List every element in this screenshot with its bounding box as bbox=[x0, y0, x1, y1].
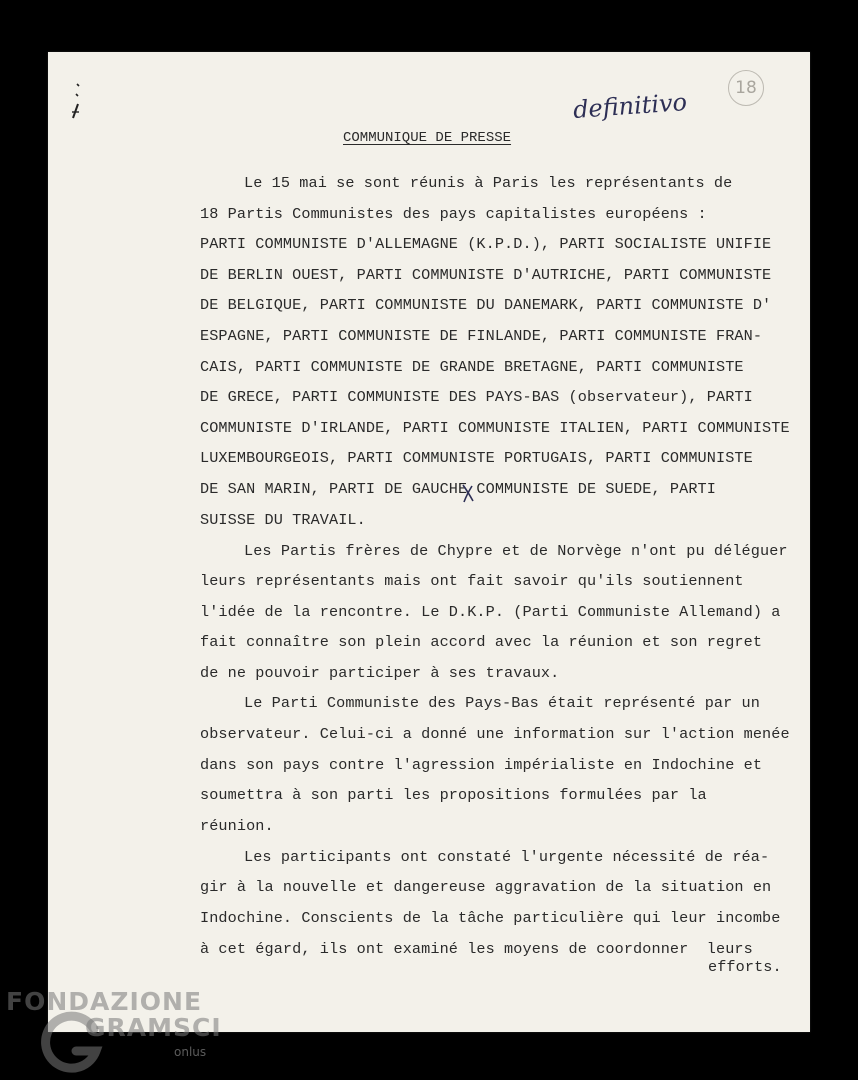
body-line: efforts. bbox=[708, 958, 782, 976]
document-title: COMMUNIQUE DE PRESSE bbox=[343, 130, 512, 146]
watermark-line2: GRAMSCI bbox=[85, 1013, 222, 1042]
body-line: Indochine. Conscients de la tâche particulière qui leur incombe bbox=[200, 909, 781, 927]
body-line: gir à la nouvelle et dangereuse aggravation de la situation en bbox=[200, 878, 772, 896]
body-line: Les Partis frères de Chypre et de Norvège n'ont pu déléguer bbox=[244, 542, 788, 560]
body-line: ESPAGNE, PARTI COMMUNISTE DE FINLANDE, PARTI COMMUNISTE FRAN- bbox=[200, 327, 763, 345]
body-line: Le Parti Communiste des Pays-Bas était représenté par un bbox=[244, 694, 760, 712]
body-line: leurs représentants mais ont fait savoir qu'ils soutiennent bbox=[200, 572, 744, 590]
body-line: DE SAN MARIN, PARTI DE GAUCHE COMMUNISTE DE SUEDE, PARTI bbox=[200, 480, 716, 498]
handwritten-x-mark bbox=[460, 482, 476, 504]
body-line: dans son pays contre l'agression impérialiste en Indochine et bbox=[200, 756, 763, 774]
body-line: SUISSE DU TRAVAIL. bbox=[200, 511, 366, 529]
body-line: PARTI COMMUNISTE D'ALLEMAGNE (K.P.D.), PARTI SOCIALISTE UNIFIE bbox=[200, 235, 772, 253]
body-line: Le 15 mai se sont réunis à Paris les représentants de bbox=[244, 174, 733, 192]
body-line: soumettra à son parti les propositions formulées par la bbox=[200, 786, 707, 804]
body-line: Les participants ont constaté l'urgente nécessité de réa- bbox=[244, 848, 770, 866]
body-line: fait connaître son plein accord avec la réunion et son regret bbox=[200, 633, 763, 651]
body-line: DE GRECE, PARTI COMMUNISTE DES PAYS-BAS (observateur), PARTI bbox=[200, 388, 753, 406]
document-page bbox=[48, 52, 810, 1032]
margin-tick-mark bbox=[70, 82, 82, 124]
body-line: CAIS, PARTI COMMUNISTE DE GRANDE BRETAGNE, PARTI COMMUNISTE bbox=[200, 358, 744, 376]
handwritten-note: definitivo bbox=[572, 88, 688, 124]
watermark-line1: FONDAZIONE bbox=[6, 987, 203, 1016]
body-line: LUXEMBOURGEOIS, PARTI COMMUNISTE PORTUGAIS, PARTI COMMUNISTE bbox=[200, 449, 753, 467]
archive-watermark bbox=[0, 985, 220, 1080]
page-number-badge: 18 bbox=[728, 70, 764, 106]
body-line: COMMUNISTE D'IRLANDE, PARTI COMMUNISTE ITALIEN, PARTI COMMUNISTE bbox=[200, 419, 790, 437]
body-line: observateur. Celui-ci a donné une information sur l'action menée bbox=[200, 725, 790, 743]
watermark-line3: onlus bbox=[174, 1045, 207, 1059]
body-line: DE BERLIN OUEST, PARTI COMMUNISTE D'AUTRICHE, PARTI COMMUNISTE bbox=[200, 266, 772, 284]
body-line: l'idée de la rencontre. Le D.K.P. (Parti Communiste Allemand) a bbox=[200, 603, 781, 621]
body-line: 18 Partis Communistes des pays capitalistes européens : bbox=[200, 205, 707, 223]
body-line: DE BELGIQUE, PARTI COMMUNISTE DU DANEMARK, PARTI COMMUNISTE D' bbox=[200, 296, 772, 314]
body-line: de ne pouvoir participer à ses travaux. bbox=[200, 664, 560, 682]
body-line: réunion. bbox=[200, 817, 274, 835]
body-line: à cet égard, ils ont examiné les moyens de coordonner leurs bbox=[200, 940, 753, 958]
